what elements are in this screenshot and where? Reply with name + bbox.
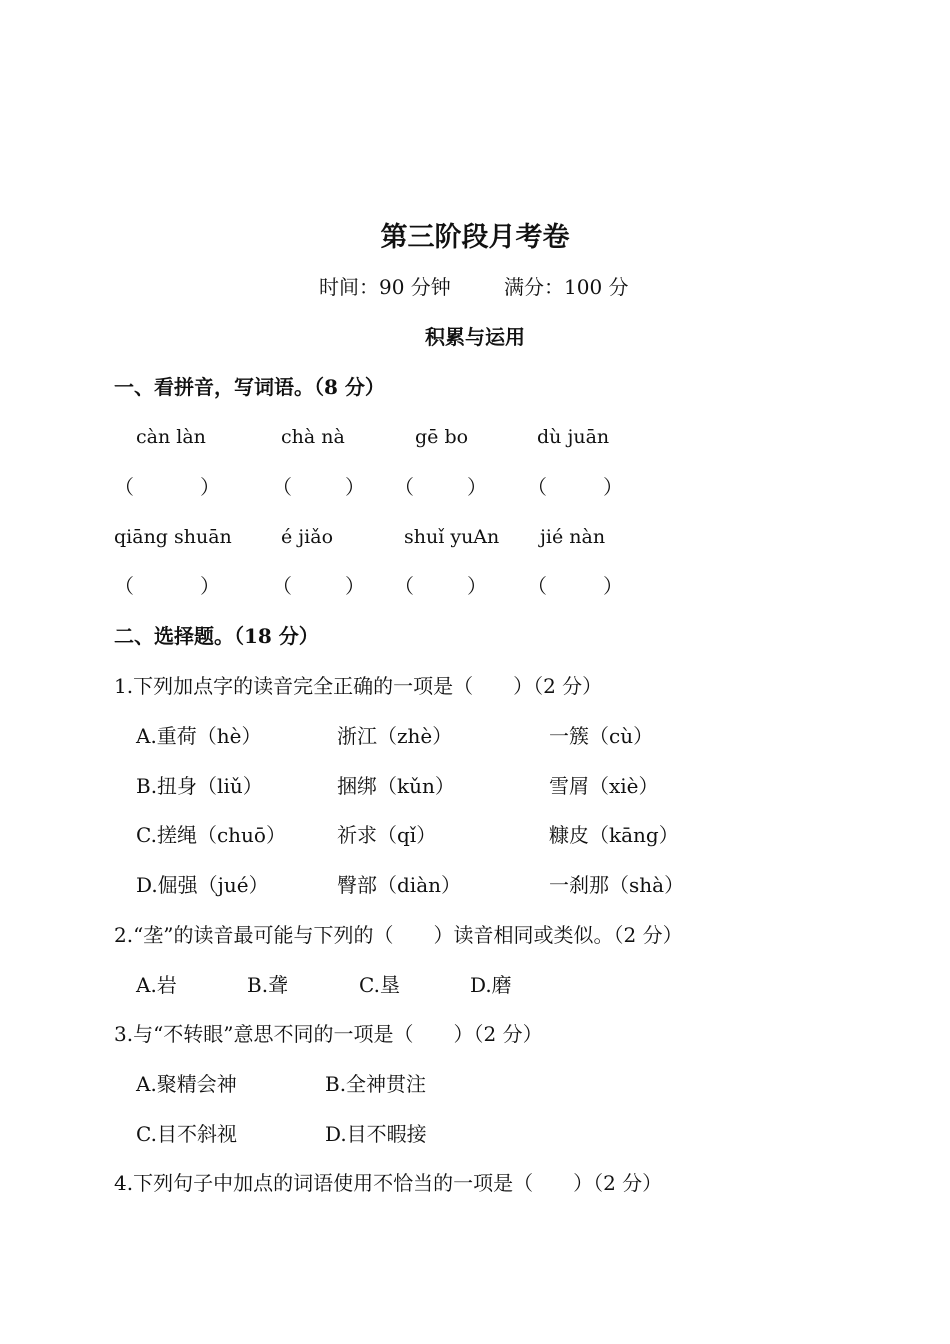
answer-blank-close: ） [467,574,487,598]
answer-blank-open: （ [527,475,547,499]
question-2: 2.“垄”的读音最可能与下列的（ ）读音相同或类似。（2 分） [114,923,683,947]
answer-blank-open: （ [272,574,292,598]
page-title: 第三阶段月考卷 [380,222,570,253]
q3-option: D.目不暇接 [325,1122,427,1146]
q1-option: 臀部（diàn） [337,873,462,897]
question-1: 1.下列加点字的读音完全正确的一项是（ ）（2 分） [114,674,603,698]
answer-blank-close: ） [467,475,487,499]
exam-time: 时间：90 分钟 [319,275,451,299]
q1-option: C.搓绳（chuō） [136,823,286,847]
answer-blank-close: ） [345,574,365,598]
q1-option: 一簇（cù） [549,724,654,748]
q3-option: C.目不斜视 [136,1122,237,1146]
pinyin-item: qiāng shuān [114,526,232,548]
q1-option: 一刹那（shà） [549,873,685,897]
answer-blank-open: （ [114,574,134,598]
q1-option: A.重荷（hè） [136,724,262,748]
question-3: 3.与“不转眼”意思不同的一项是（ ）（2 分） [114,1022,543,1046]
q1-option: B.扭身（liǔ） [136,774,263,798]
answer-blank-open: （ [114,475,134,499]
answer-blank-open: （ [527,574,547,598]
q2-option: C.垦 [359,973,400,997]
pinyin-item: chà nà [281,426,345,448]
pinyin-item: càn làn [136,426,206,448]
question-4: 4.下列句子中加点的词语使用不恰当的一项是（ ）（2 分） [114,1171,663,1195]
answer-blank-open: （ [272,475,292,499]
answer-blank-close: ） [200,475,220,499]
q2-option: D.磨 [470,973,512,997]
q2-option: B.聋 [247,973,289,997]
pinyin-item: dù juān [537,426,610,448]
section-heading: 积累与运用 [425,325,525,349]
part1-heading: 一、看拼音，写词语。（8 分） [114,375,385,399]
answer-blank-close: ） [200,574,220,598]
q1-option: 糠皮（kāng） [549,823,679,847]
part2-heading: 二、选择题。（18 分） [114,624,319,648]
q2-option: A.岩 [136,973,177,997]
pinyin-item: jié nàn [540,526,606,548]
answer-blank-close: ） [603,574,623,598]
q1-option: 浙江（zhè） [337,724,453,748]
q1-option: 雪屑（xiè） [549,774,659,798]
pinyin-item: é jiǎo [281,526,334,548]
answer-blank-open: （ [394,475,414,499]
q1-option: 祈求（qǐ） [337,823,437,847]
answer-blank-close: ） [345,475,365,499]
answer-blank-close: ） [603,475,623,499]
answer-blank-open: （ [394,574,414,598]
q1-option: 捆绑（kǔn） [337,774,455,798]
q3-option: A.聚精会神 [136,1072,237,1096]
exam-score: 满分：100 分 [504,275,629,299]
q3-option: B.全神贯注 [325,1072,427,1096]
q1-option: D.倔强（jué） [136,873,269,897]
pinyin-item: gē bo [415,426,469,448]
pinyin-item: shuǐ yuAn [404,526,500,548]
